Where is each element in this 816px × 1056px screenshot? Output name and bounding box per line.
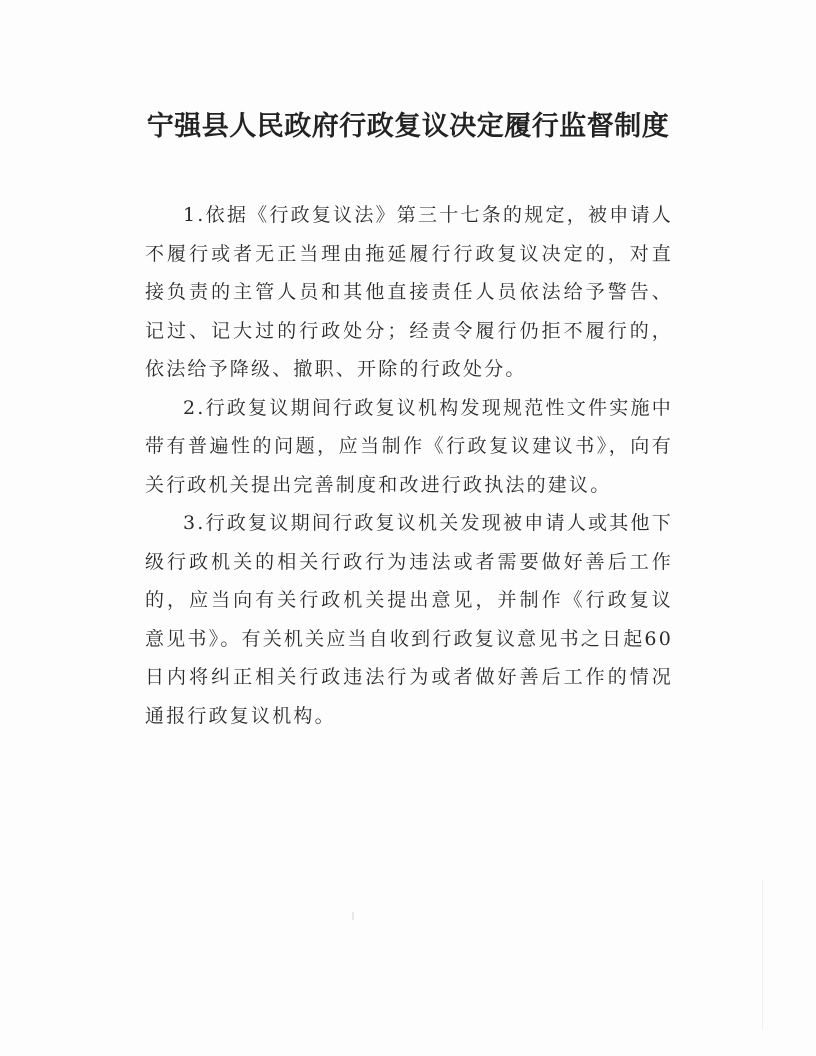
scan-artifact	[762, 880, 763, 1030]
paragraph-3: 3.行政复议期间行政复议机关发现被申请人或其他下级行政机关的相关行政行为违法或者需要做好善后工作的，应当向有关行政机关提出意见，并制作《行政复议意见书》。有关机关应当自收到行政复议意见书之日起60日内将纠正相关行政违法行为或者做好善后工作的情况通报行政复议机构。	[145, 512, 673, 727]
scan-artifact	[352, 912, 354, 920]
paragraph-1: 1.依据《行政复议法》第三十七条的规定，被申请人不履行或者无正当理由拖延履行行政复议决定的，对直接负责的主管人员和其他直接责任人员依法给予警告、记过、记大过的行政处分；经责令履行仍拒不履行的，依法给予降级、撤职、开除的行政处分。	[145, 204, 673, 380]
document-body	[145, 196, 673, 735]
paragraph-2: 2.行政复议期间行政复议机构发现规范性文件实施中带有普遍性的问题，应当制作《行政复议建议书》，向有关行政机关提出完善制度和改进行政执法的建议。	[145, 396, 673, 496]
document-title: 宁强县人民政府行政复议决定履行监督制度	[146, 111, 670, 142]
